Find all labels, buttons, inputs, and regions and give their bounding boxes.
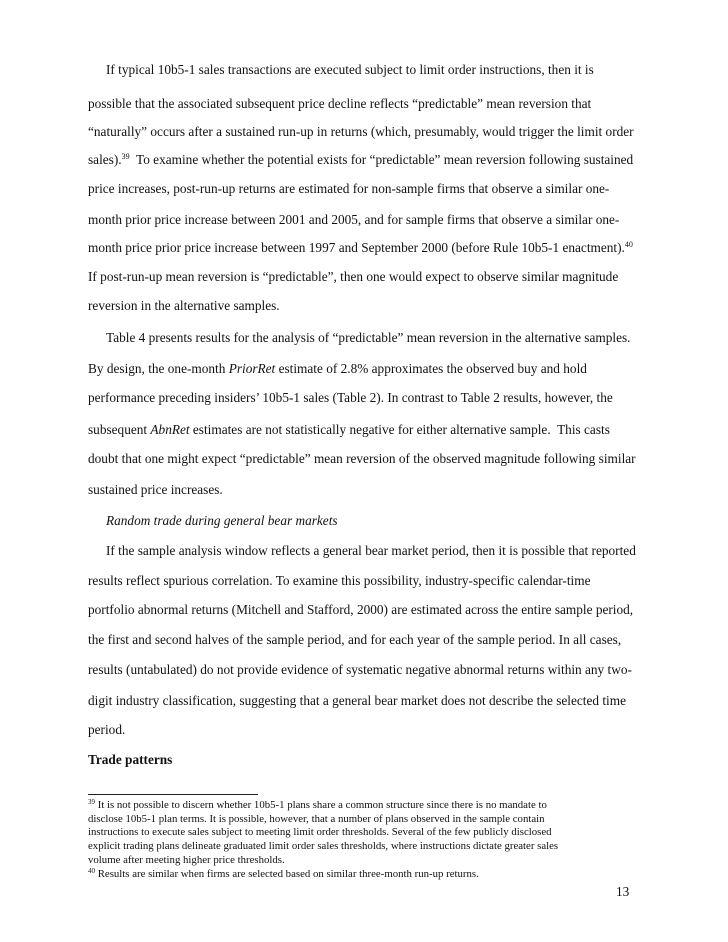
subheading-text: Random trade during general bear markets bbox=[106, 513, 338, 528]
footnote-number: 39 bbox=[88, 798, 95, 806]
footnote-divider bbox=[88, 794, 258, 795]
page-number: 13 bbox=[616, 884, 630, 899]
body-text-line: possible that the associated subsequent price decline reflects “predictable” mean reversion that bbox=[88, 96, 592, 111]
body-text-line: “naturally” occurs after a sustained run-up in returns (which, presumably, would trigger the limit order bbox=[88, 124, 634, 139]
text-span: sales). bbox=[88, 152, 122, 167]
body-text-line: If typical 10b5-1 sales transactions are executed subject to limit order instructions, then it is bbox=[106, 62, 594, 77]
body-text-line: results reflect spurious correlation. To examine this possibility, industry-specific calendar-time bbox=[88, 573, 591, 588]
text-span: subsequent bbox=[88, 422, 151, 437]
footnote-line: instructions to execute sales subject to meeting limit order thresholds. Several of the few publicly disclosed bbox=[88, 826, 552, 838]
body-text-line: If the sample analysis window reflects a general bear market period, then it is possible that reported bbox=[106, 543, 636, 558]
body-text-line bbox=[88, 422, 610, 438]
footnote-40 bbox=[88, 868, 479, 881]
footnote-line: disclose 10b5-1 plan terms. It is possible, however, that a number of plans observed in the sample contain bbox=[88, 813, 545, 825]
body-text-line: performance preceding insiders’ 10b5-1 sales (Table 2). In contrast to Table 2 results, however, the bbox=[88, 390, 613, 405]
variable-name: AbnRet bbox=[150, 422, 190, 437]
body-text-line: results (untabulated) do not provide evidence of systematic negative abnormal returns within any two- bbox=[88, 662, 632, 677]
body-text-line: Table 4 presents results for the analysis of “predictable” mean reversion in the alternative samples. bbox=[106, 330, 631, 345]
text-span: estimate of 2.8% approximates the observed buy and hold bbox=[275, 361, 587, 376]
body-text-line: If post-run-up mean reversion is “predictable”, then one would expect to observe similar magnitude bbox=[88, 269, 619, 284]
footnote-line: explicit trading plans delineate graduated limit order sales thresholds, where instructions dictate greater sales bbox=[88, 840, 559, 852]
variable-name: PriorRet bbox=[228, 361, 276, 376]
body-text-line bbox=[88, 240, 633, 256]
body-text-line: sustained price increases. bbox=[88, 482, 223, 497]
footnote-ref-39[interactable]: 39 bbox=[121, 152, 130, 161]
body-text-line bbox=[88, 152, 633, 168]
body-text-line: digit industry classification, suggesting that a general bear market does not describe the selected time bbox=[88, 693, 626, 708]
footnote-text: Results are similar when firms are selected based on similar three-month run-up returns. bbox=[95, 868, 479, 880]
text-span: estimates are not statistically negative for either alternative sample. This casts bbox=[189, 422, 610, 437]
body-text-line: reversion in the alternative samples. bbox=[88, 298, 280, 313]
footnote-line: volume after meeting higher price thresholds. bbox=[88, 854, 285, 866]
text-span: By design, the one-month bbox=[88, 361, 229, 376]
text-span: To examine whether the potential exists for “predictable” mean reversion following sustained bbox=[129, 152, 634, 167]
body-text-line: doubt that one might expect “predictable” mean reversion of the observed magnitude following similar bbox=[88, 451, 636, 466]
section-heading: Trade patterns bbox=[88, 752, 173, 767]
body-text-line: price increases, post-run-up returns are estimated for non-sample firms that observe a similar one- bbox=[88, 181, 610, 196]
footnote-39 bbox=[88, 799, 547, 812]
text-span: month price prior price increase between 1997 and September 2000 (before Rule 10b5-1 enactment). bbox=[88, 240, 625, 255]
footnote-ref-40[interactable]: 40 bbox=[624, 240, 633, 249]
body-text-line: month prior price increase between 2001 and 2005, and for sample firms that observe a similar one- bbox=[88, 212, 620, 227]
footnote-text: It is not possible to discern whether 10b5-1 plans share a common structure since there is no mandate to bbox=[95, 799, 547, 811]
body-text-line: period. bbox=[88, 722, 126, 737]
section-subheading bbox=[106, 513, 338, 529]
body-text-line: the first and second halves of the sample period, and for each year of the sample period. In all cases, bbox=[88, 632, 622, 647]
body-text-line bbox=[88, 361, 587, 377]
footnote-number: 40 bbox=[88, 867, 95, 875]
body-text-line: portfolio abnormal returns (Mitchell and Stafford, 2000) are estimated across the entire sample period, bbox=[88, 602, 634, 617]
